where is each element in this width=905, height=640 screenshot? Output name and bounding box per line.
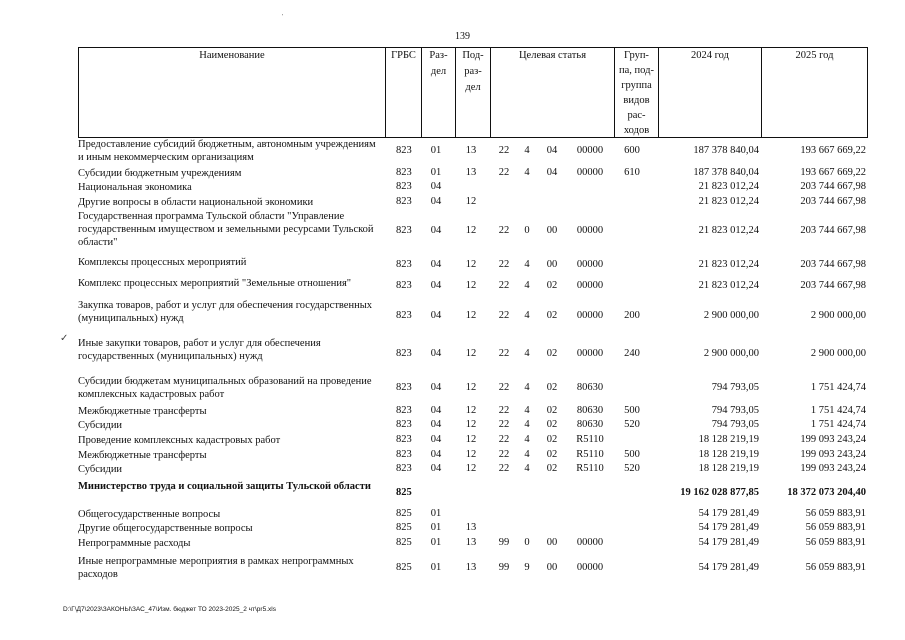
- cell-amount-2024: 794 793,05: [711, 419, 759, 430]
- cell-name: Непрограммные расходы: [78, 538, 191, 549]
- header-2025: 2025 год: [795, 50, 834, 61]
- cell-amount-2024: 2 900 000,00: [703, 348, 759, 359]
- cell-grbs: 823: [396, 225, 412, 236]
- cell-amount-2025: 1 751 424,74: [810, 419, 866, 430]
- cell-expense-group: 500: [624, 405, 640, 416]
- cell-target-program: 99: [498, 537, 510, 548]
- cell-target-type: 4: [524, 449, 530, 460]
- cell-grbs: 825: [396, 537, 412, 548]
- cell-name: Субсидии: [78, 420, 123, 431]
- cell-podrazdel: 13: [465, 167, 477, 178]
- cell-grbs: 823: [396, 310, 412, 321]
- cell-target-direction: 00000: [576, 167, 604, 178]
- cell-target-direction: 00000: [576, 145, 604, 156]
- cell-name: Межбюджетные трансферты: [78, 450, 207, 461]
- cell-name: Субсидии бюджетным учреждениям: [78, 168, 242, 179]
- cell-target-subprogram: 02: [546, 310, 558, 321]
- table-row: [78, 138, 868, 166]
- cell-expense-group: 600: [624, 145, 640, 156]
- footer-path: D:\Г\Д7\2023\ЗАКОНЫ\ЗАС_47\Изм. бюджет ТО 2023-2025_2 чт\pr5.xls: [63, 606, 276, 613]
- cell-target-program: 22: [498, 280, 510, 291]
- cell-target-type: 0: [524, 225, 530, 236]
- cell-target-subprogram: 02: [546, 463, 558, 474]
- cell-target-program: 22: [498, 259, 510, 270]
- cell-target-type: 4: [524, 310, 530, 321]
- header-podrazdel-line: раз-: [464, 66, 482, 77]
- table-row: [78, 508, 868, 522]
- cell-razdel: 01: [430, 167, 442, 178]
- cell-grbs: 823: [396, 434, 412, 445]
- cell-target-subprogram: 02: [546, 348, 558, 359]
- cell-target-subprogram: 02: [546, 434, 558, 445]
- cell-amount-2024: 2 900 000,00: [703, 310, 759, 321]
- cell-name: Иные непрограммные мероприятия в рамках непрограммных расходов: [78, 556, 354, 580]
- cell-amount-2025: 203 744 667,98: [800, 259, 866, 270]
- cell-podrazdel: 12: [465, 280, 477, 291]
- header-podrazdel: [456, 48, 490, 96]
- cell-target-direction: 80630: [576, 382, 604, 393]
- cell-razdel: 04: [430, 434, 442, 445]
- cell-target-type: 4: [524, 259, 530, 270]
- cell-amount-2025: 1 751 424,74: [810, 382, 866, 393]
- cell-amount-2024: 21 823 012,24: [698, 259, 759, 270]
- cell-target-direction: R5110: [576, 463, 604, 474]
- cell-target-subprogram: 04: [546, 167, 558, 178]
- cell-podrazdel: 12: [465, 310, 477, 321]
- cell-razdel: 04: [430, 463, 442, 474]
- cell-target-program: 22: [498, 167, 510, 178]
- header-target: Целевая статья: [518, 50, 587, 61]
- table-row: [78, 463, 868, 477]
- cell-target-program: 22: [498, 310, 510, 321]
- cell-razdel: 01: [430, 145, 442, 156]
- cell-name: Субсидии: [78, 464, 123, 475]
- cell-grbs: 823: [396, 181, 412, 192]
- cell-podrazdel: 12: [465, 463, 477, 474]
- header-group-line: видов: [623, 95, 650, 106]
- margin-mark: ✓: [60, 333, 69, 344]
- cell-target-subprogram: 00: [546, 225, 558, 236]
- cell-expense-group: 200: [624, 310, 640, 321]
- cell-target-subprogram: 02: [546, 382, 558, 393]
- cell-razdel: 04: [430, 405, 442, 416]
- cell-amount-2025: 203 744 667,98: [800, 280, 866, 291]
- cell-target-direction: 00000: [576, 310, 604, 321]
- header-group-line: па, под-: [619, 65, 654, 76]
- cell-target-direction: 00000: [576, 225, 604, 236]
- table-row: [78, 434, 868, 448]
- table-row: [78, 299, 868, 335]
- cell-grbs: 823: [396, 167, 412, 178]
- cell-target-direction: 00000: [576, 537, 604, 548]
- table-row: [78, 405, 868, 419]
- cell-amount-2025: 203 744 667,98: [800, 196, 866, 207]
- cell-name: Предоставление субсидий бюджетным, автономным учреждениям и иным некоммерческим организациям: [78, 139, 376, 163]
- cell-amount-2024: 794 793,05: [711, 405, 759, 416]
- cell-name: Министерство труда и социальной защиты Тульской области: [78, 481, 371, 492]
- cell-podrazdel: 12: [465, 348, 477, 359]
- cell-name: Национальная экономика: [78, 182, 192, 193]
- cell-grbs: 823: [396, 449, 412, 460]
- cell-target-direction: 00000: [576, 259, 604, 270]
- cell-target-type: 4: [524, 405, 530, 416]
- cell-amount-2025: 2 900 000,00: [810, 348, 866, 359]
- cell-target-direction: 80630: [576, 405, 604, 416]
- cell-grbs: 823: [396, 196, 412, 207]
- cell-grbs: 825: [396, 508, 412, 519]
- cell-amount-2024: 794 793,05: [711, 382, 759, 393]
- margin-mark: ': [282, 14, 284, 20]
- cell-amount-2024: 187 378 840,04: [693, 167, 759, 178]
- cell-podrazdel: 12: [465, 434, 477, 445]
- table-row: [78, 196, 868, 210]
- cell-podrazdel: 12: [465, 449, 477, 460]
- cell-name: Общегосударственные вопросы: [78, 509, 221, 520]
- cell-amount-2025: 199 093 243,24: [800, 463, 866, 474]
- table-row: [78, 181, 868, 195]
- table-row: [78, 167, 868, 181]
- table-row: [78, 375, 868, 403]
- cell-grbs: 825: [396, 562, 412, 573]
- cell-target-subprogram: 00: [546, 537, 558, 548]
- header-2024: 2024 год: [691, 50, 729, 61]
- cell-amount-2024: 21 823 012,24: [698, 225, 759, 236]
- cell-razdel: 04: [430, 280, 442, 291]
- header-group-line: Груп-: [624, 50, 649, 61]
- cell-target-program: 22: [498, 225, 510, 236]
- header-group-line: группа: [621, 80, 652, 91]
- cell-name: Закупка товаров, работ и услуг для обеспечения государственных (муниципальных) нужд: [78, 300, 373, 324]
- header-name: Наименование: [199, 50, 265, 61]
- cell-razdel: 04: [430, 225, 442, 236]
- cell-target-subprogram: 04: [546, 145, 558, 156]
- cell-name: Субсидии бюджетам муниципальных образований на проведение комплексных кадастровых работ: [78, 376, 372, 400]
- cell-podrazdel: 13: [465, 537, 477, 548]
- cell-grbs: 825: [396, 487, 412, 498]
- cell-target-subprogram: 02: [546, 405, 558, 416]
- cell-expense-group: 520: [624, 419, 640, 430]
- cell-target-program: 22: [498, 449, 510, 460]
- cell-razdel: 04: [430, 419, 442, 430]
- cell-amount-2025: 56 059 883,91: [805, 562, 866, 573]
- cell-target-type: 4: [524, 167, 530, 178]
- cell-grbs: 823: [396, 145, 412, 156]
- cell-target-type: 9: [524, 562, 530, 573]
- table-row: [78, 256, 868, 276]
- cell-target-type: 4: [524, 145, 530, 156]
- cell-podrazdel: 12: [465, 225, 477, 236]
- table-row: [78, 449, 868, 463]
- cell-target-subprogram: 00: [546, 259, 558, 270]
- cell-target-program: 22: [498, 348, 510, 359]
- cell-amount-2024: 187 378 840,04: [693, 145, 759, 156]
- cell-target-direction: 00000: [576, 562, 604, 573]
- cell-name: Комплексы процессных мероприятий: [78, 257, 247, 268]
- cell-target-type: 4: [524, 382, 530, 393]
- header-group: [615, 48, 658, 138]
- cell-grbs: 825: [396, 522, 412, 533]
- table-row: [78, 419, 868, 433]
- cell-expense-group: 610: [624, 167, 640, 178]
- header-group-line: рас-: [627, 110, 646, 121]
- cell-podrazdel: 13: [465, 562, 477, 573]
- cell-amount-2025: 199 093 243,24: [800, 434, 866, 445]
- header-razdel-line: Раз-: [429, 50, 448, 61]
- cell-amount-2024: 54 179 281,49: [698, 537, 759, 548]
- cell-name: Межбюджетные трансферты: [78, 406, 207, 417]
- cell-grbs: 823: [396, 348, 412, 359]
- cell-target-direction: 00000: [576, 280, 604, 291]
- cell-amount-2025: 18 372 073 204,40: [787, 487, 866, 498]
- cell-name: Государственная программа Тульской области "Управление государственным имуществом и земельными ресурсами Тульской области": [78, 211, 374, 248]
- cell-amount-2024: 18 128 219,19: [698, 463, 759, 474]
- cell-razdel: 04: [430, 348, 442, 359]
- cell-amount-2025: 193 667 669,22: [800, 145, 866, 156]
- cell-amount-2025: 193 667 669,22: [800, 167, 866, 178]
- cell-target-type: 4: [524, 348, 530, 359]
- page-number: 139: [455, 31, 470, 42]
- cell-amount-2024: 54 179 281,49: [698, 522, 759, 533]
- cell-amount-2024: 21 823 012,24: [698, 196, 759, 207]
- header-podrazdel-line: Под-: [462, 50, 484, 61]
- cell-target-program: 22: [498, 434, 510, 445]
- cell-target-type: 4: [524, 419, 530, 430]
- cell-name: Комплекс процессных мероприятий "Земельные отношения": [78, 278, 352, 289]
- cell-podrazdel: 12: [465, 419, 477, 430]
- cell-grbs: 823: [396, 463, 412, 474]
- cell-amount-2025: 203 744 667,98: [800, 225, 866, 236]
- cell-name: Другие общегосударственные вопросы: [78, 523, 253, 534]
- header-razdel-line: дел: [430, 66, 447, 77]
- header-grbs: ГРБС: [391, 50, 416, 61]
- cell-target-direction: R5110: [576, 449, 604, 460]
- cell-grbs: 823: [396, 405, 412, 416]
- cell-grbs: 823: [396, 382, 412, 393]
- table-row: [78, 337, 868, 373]
- cell-razdel: 01: [430, 537, 442, 548]
- cell-podrazdel: 13: [465, 522, 477, 533]
- cell-target-subprogram: 02: [546, 449, 558, 460]
- cell-razdel: 04: [430, 449, 442, 460]
- cell-amount-2024: 21 823 012,24: [698, 280, 759, 291]
- cell-razdel: 04: [430, 259, 442, 270]
- cell-amount-2025: 56 059 883,91: [805, 537, 866, 548]
- header-razdel: [422, 48, 455, 80]
- cell-amount-2025: 56 059 883,91: [805, 508, 866, 519]
- cell-razdel: 01: [430, 522, 442, 533]
- cell-target-direction: 80630: [576, 419, 604, 430]
- cell-amount-2025: 199 093 243,24: [800, 449, 866, 460]
- header-podrazdel-line: дел: [465, 82, 481, 93]
- table-row: [78, 555, 868, 583]
- cell-name: Иные закупки товаров, работ и услуг для обеспечения государственных (муниципальных) нужд: [78, 338, 321, 362]
- cell-name: Проведение комплексных кадастровых работ: [78, 435, 281, 446]
- cell-target-subprogram: 02: [546, 419, 558, 430]
- cell-amount-2025: 56 059 883,91: [805, 522, 866, 533]
- header-group-line: ходов: [623, 125, 650, 136]
- cell-razdel: 04: [430, 181, 442, 192]
- cell-razdel: 04: [430, 310, 442, 321]
- cell-target-program: 22: [498, 382, 510, 393]
- cell-target-type: 0: [524, 537, 530, 548]
- cell-target-type: 4: [524, 463, 530, 474]
- table-row: [78, 522, 868, 536]
- cell-name: Другие вопросы в области национальной экономики: [78, 197, 314, 208]
- cell-expense-group: 520: [624, 463, 640, 474]
- cell-amount-2025: 1 751 424,74: [810, 405, 866, 416]
- cell-target-type: 4: [524, 280, 530, 291]
- cell-amount-2024: 54 179 281,49: [698, 562, 759, 573]
- cell-amount-2025: 2 900 000,00: [810, 310, 866, 321]
- cell-razdel: 04: [430, 196, 442, 207]
- cell-podrazdel: 13: [465, 145, 477, 156]
- cell-grbs: 823: [396, 419, 412, 430]
- cell-amount-2024: 19 162 028 877,85: [680, 487, 759, 498]
- table-row: [78, 537, 868, 551]
- cell-target-program: 22: [498, 405, 510, 416]
- cell-expense-group: 240: [624, 348, 640, 359]
- cell-podrazdel: 12: [465, 259, 477, 270]
- cell-razdel: 01: [430, 562, 442, 573]
- cell-podrazdel: 12: [465, 382, 477, 393]
- cell-amount-2024: 21 823 012,24: [698, 181, 759, 192]
- table-row: [78, 277, 868, 297]
- cell-target-program: 22: [498, 463, 510, 474]
- cell-amount-2024: 18 128 219,19: [698, 434, 759, 445]
- cell-amount-2025: 203 744 667,98: [800, 181, 866, 192]
- cell-podrazdel: 12: [465, 405, 477, 416]
- cell-target-program: 22: [498, 145, 510, 156]
- cell-target-direction: R5110: [576, 434, 604, 445]
- table-row: [78, 480, 868, 508]
- cell-target-direction: 00000: [576, 348, 604, 359]
- cell-amount-2024: 18 128 219,19: [698, 449, 759, 460]
- cell-podrazdel: 12: [465, 196, 477, 207]
- cell-grbs: 823: [396, 259, 412, 270]
- cell-target-subprogram: 00: [546, 562, 558, 573]
- cell-target-program: 99: [498, 562, 510, 573]
- cell-amount-2024: 54 179 281,49: [698, 508, 759, 519]
- cell-target-program: 22: [498, 419, 510, 430]
- cell-razdel: 01: [430, 508, 442, 519]
- cell-expense-group: 500: [624, 449, 640, 460]
- cell-grbs: 823: [396, 280, 412, 291]
- table-row: [78, 210, 868, 254]
- cell-razdel: 04: [430, 382, 442, 393]
- cell-target-subprogram: 02: [546, 280, 558, 291]
- cell-target-type: 4: [524, 434, 530, 445]
